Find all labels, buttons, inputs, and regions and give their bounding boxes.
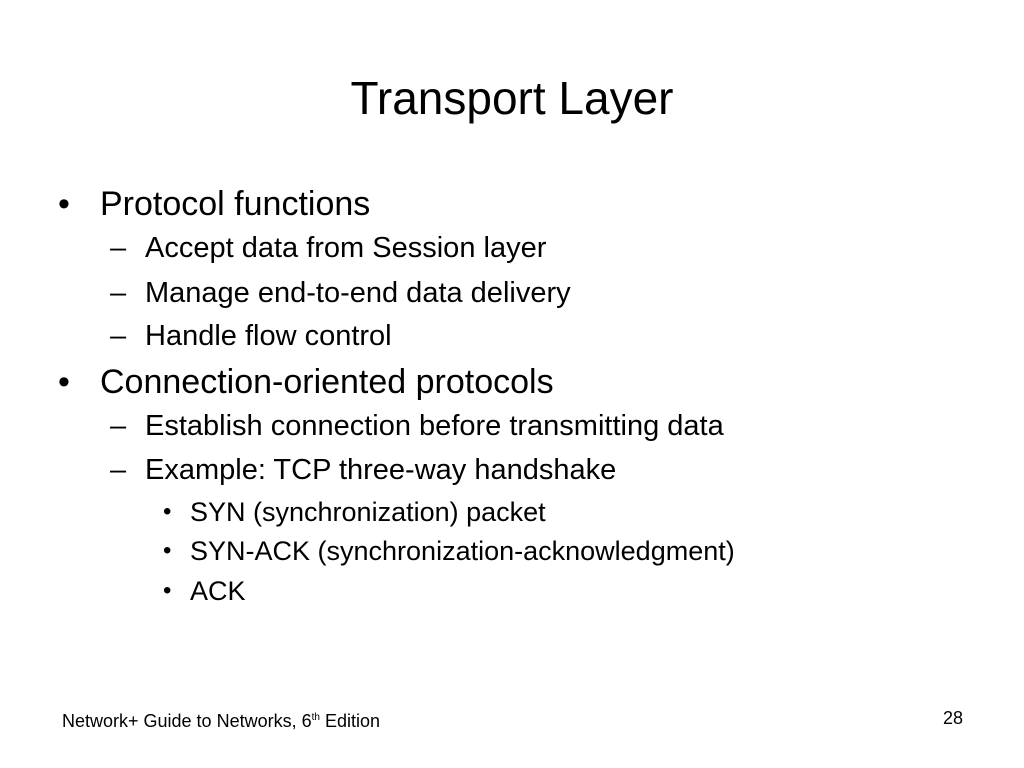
bullet-text: Connection-oriented protocols	[100, 363, 554, 401]
small-bullet-marker: •	[163, 577, 172, 604]
sub-sub-bullet-text: SYN (synchronization) packet	[190, 497, 546, 527]
sub-bullet-text: Establish connection before transmitting data	[145, 410, 724, 442]
dash-marker: –	[110, 277, 127, 309]
sub-bullet-text: Manage end-to-end data delivery	[145, 277, 571, 309]
footer-superscript: th	[311, 712, 320, 723]
sub-bullet-text: Example: TCP three-way handshake	[145, 454, 617, 486]
bullet-marker: •	[58, 185, 70, 223]
footer-edition: Edition	[319, 711, 380, 731]
sub-bullet-text: Handle flow control	[145, 320, 392, 352]
footer-book-title: Network+ Guide to Networks, 6	[62, 711, 312, 731]
sub-bullet-text: Accept data from Session layer	[145, 232, 547, 264]
dash-marker: –	[110, 410, 127, 442]
bullet-text: Protocol functions	[100, 185, 371, 223]
dash-marker: –	[110, 320, 127, 352]
page-number: 28	[943, 708, 964, 728]
small-bullet-marker: •	[163, 537, 172, 564]
bullet-marker: •	[58, 363, 70, 401]
footer-source	[62, 706, 380, 733]
sub-sub-bullet-text: ACK	[190, 576, 246, 606]
sub-sub-bullet-text: SYN-ACK (synchronization-acknowledgment)	[190, 536, 735, 566]
small-bullet-marker: •	[163, 498, 172, 525]
dash-marker: –	[110, 232, 127, 264]
dash-marker: –	[110, 454, 127, 486]
slide-title: Transport Layer	[350, 72, 674, 124]
